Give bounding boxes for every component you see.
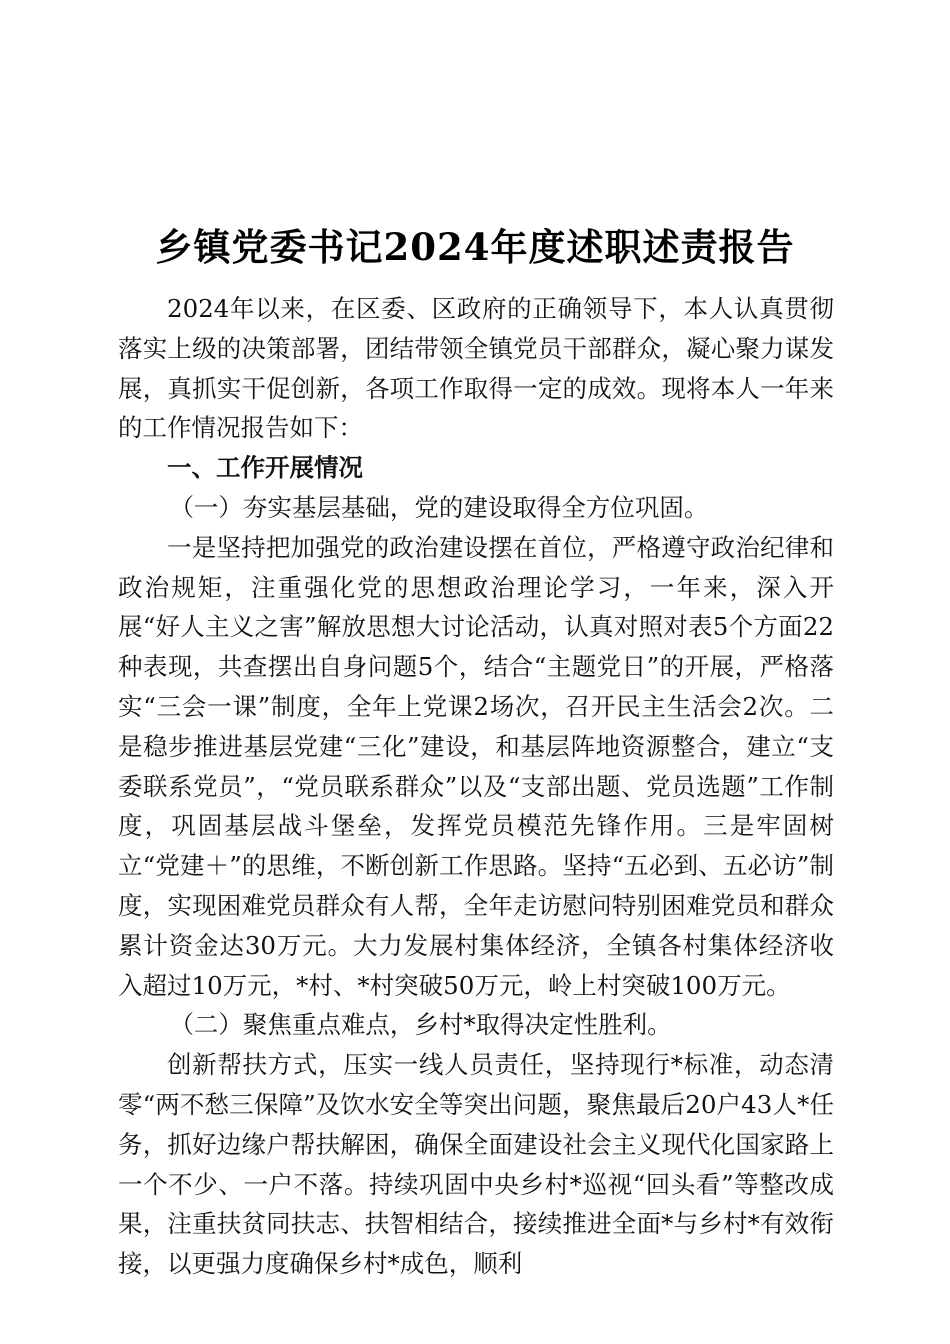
subsection-heading-rural-revitalization: （二）聚焦重点难点，乡村*取得决定性胜利。	[169, 1010, 672, 1040]
document-title: 乡镇党委书记2024年度述职述责报告	[155, 224, 795, 269]
party-building-paragraph: 一是坚持把加强党的政治建设摆在首位，严格遵守政治纪律和政治规矩，注重强化党的思想政治理论学习，一年来，深入开展“好人主义之害”解放思想大讨论活动，认真对照对表5个方面22种表现，共查摆出自身问题5个，结合“主题党日”的开展，严格落实“三会一课”制度，全年上党课2场次，召开民主生活会2次。二是稳步推进基层党建“三化”建设，和基层阵地资源整合，建立“支委联系党员”，“党员联系群众”以及“支部出题、党员选题”工作制度，巩固基层战斗堡垒，发挥党员模范先锋作用。三是牢固树立“党建＋”的思维，不断创新工作思路。坚持“五必到、五必访”制度，实现困难党员群众有人帮，全年走访慰问特别困难党员和群众累计资金达30万元。大力发展村集体经济，全镇各村集体经济收入超过10万元，*村、*村突破50万元，岭上村突破100万元。	[118, 532, 834, 1000]
rural-revitalization-paragraph: 创新帮扶方式，压实一线人员责任，坚持现行*标准，动态清零“两不愁三保障”及饮水安全等突出问题，聚焦最后20户43人*任务，抓好边缘户帮扶解困，确保全面建设社会主义现代化国家路上一个不少、一户不落。持续巩固中央乡村*巡视“回头看”等整改成果，注重扶贫同扶志、扶智相结合，接续推进全面*与乡村*有效衔接，以更强力度确保乡村*成色，顺利	[118, 1050, 834, 1279]
document-body	[118, 289, 834, 1284]
section-heading-work-progress: 一、工作开展情况	[167, 453, 363, 483]
intro-paragraph: 2024年以来，在区委、区政府的正确领导下，本人认真贯彻落实上级的决策部署，团结带领全镇党员干部群众，凝心聚力谋发展，真抓实干促创新，各项工作取得一定的成效。现将本人一年来的工作情况报告如下：	[118, 294, 834, 443]
subsection-heading-party-building: （一）夯实基层基础，党的建设取得全方位巩固。	[169, 492, 709, 522]
